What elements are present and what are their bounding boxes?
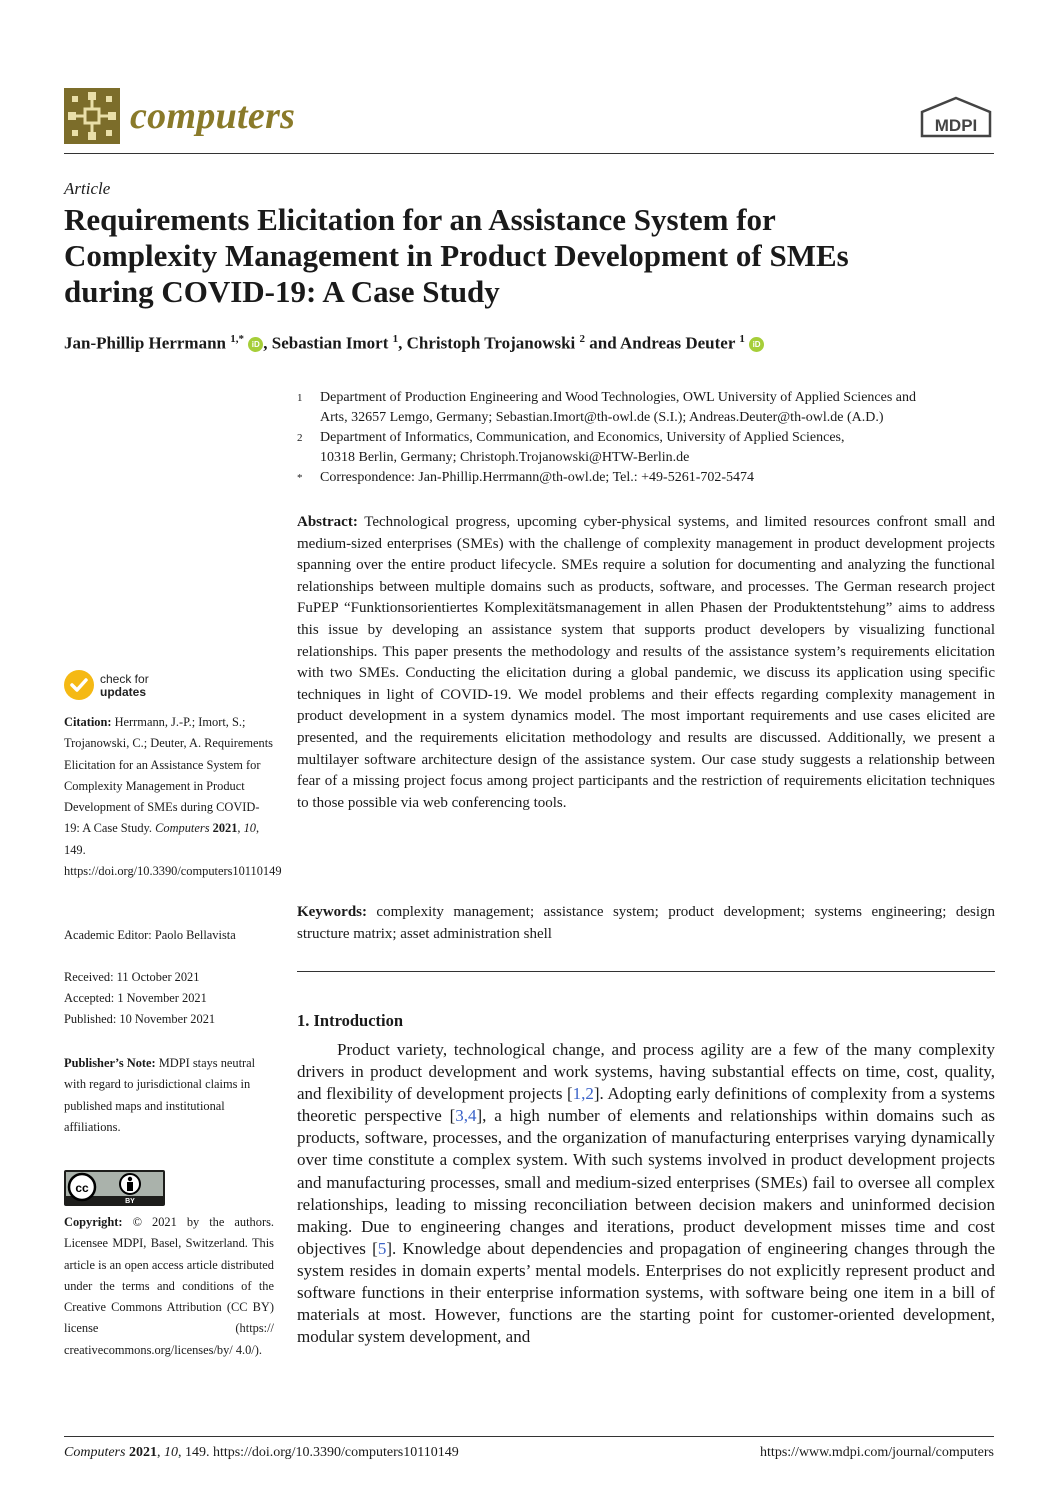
keywords <box>297 902 995 945</box>
affiliation-mark: 2 <box>297 432 303 444</box>
publishers-note-label: Publisher’s Note: <box>64 1056 156 1070</box>
author-list <box>64 333 764 354</box>
correspondence-line: Correspondence: Jan-Phillip.Herrmann@th-owl.de; Tel.: +49-5261-702-5474 <box>320 470 755 485</box>
cc-badge-by-text: BY <box>125 1198 135 1205</box>
citation-block: Citation: Herrmann, J.-P.; Imort, S.; Trojanowski, C.; Deuter, A. Requirements Elicitation for an Assistance System for Complexity Management in Product Development of SMEs during COVID-19: A Case Study. Computers 2021, 10, 149. https://doi.org/10.3390/computers10110149 <box>64 715 282 879</box>
check-updates-label: check for <box>100 672 149 686</box>
title-line: Requirements Elicitation for an Assistance System for <box>64 202 776 237</box>
publishers-note <box>64 1053 274 1138</box>
publishers-note-text: MDPI stays neutral with regard to jurisdictional claims in published maps and institutional affiliations. <box>64 1056 256 1134</box>
citation-volume: 10 <box>243 821 256 836</box>
orcid-icon[interactable]: iD <box>248 337 263 352</box>
author-name[interactable]: Sebastian Imort <box>271 333 389 353</box>
orcid-icon[interactable]: iD <box>749 337 764 352</box>
affiliation-text <box>320 388 995 428</box>
footer-doi-link[interactable]: , 149. https://doi.org/10.3390/computers10110149 <box>177 1445 459 1460</box>
title-line: Complexity Management in Product Development of SMEs <box>64 238 849 273</box>
affiliation-line: Department of Informatics, Communication, and Economics, University of Applied Sciences, <box>320 430 845 445</box>
keywords-text: complexity management; assistance system; product development; systems engineering; design structure matrix; asset administration shell <box>297 904 995 942</box>
abstract-text: Technological progress, upcoming cyber-physical systems, and limited resources confront small and medium-sized enterprises (SMEs) with the challenge of complexity management in product development projects spanning over the entire product lifecycle. SMEs require a solution for documenting and analyzing the functional relationships between multiple domains such as products, software, and processes. The German research project FuPEP “Funktionsorientiertes Komplexitätsmanagement in allen Phasen der Produktentstehung” aims to address this issue by developing an assistance system that supports product developers by visualizing functional relationships. This paper presents the methodology and results of the assistance system’s requirements elicitation with two SMEs. Conducting the elicitation during a global pandemic, we discuss its application using specific techniques in light of COVID-19. We model problems and their effects regarding complexity management in product development in a system dynamics model. The most important requirements and use cases elicited are presented, and the requirements elicitation methodology and results are discussed. Additionally, we present a multilayer software architecture design of the assistance system. Our case study suggests a relationship between fear of a missing project focus among project participants and the restriction of requirements elicitation techniques to those possible via web conferencing tools. <box>297 514 996 811</box>
cc-badge-text: cc <box>75 1181 89 1195</box>
body-text: Product variety, technological change, and process agility are a few of the many complexity drivers in product development and work systems, having substantial effects on time, cost, quality, and flexibility of development projects [ <box>297 1040 995 1104</box>
affiliation-line: 10318 Berlin, Germany; Christoph.Trojanowski@HTW-Berlin.de <box>320 450 690 465</box>
copyright-text: © 2021 by the authors. Licensee MDPI, Basel, Switzerland. This article is an open access article distributed under the terms and conditions of the Creative Commons Attribution (CC BY) license (https:// creativecommons.org/licenses/by/ 4.0/). <box>64 1215 274 1357</box>
academic-editor: Academic Editor: Paolo Bellavista <box>64 928 236 942</box>
article-title <box>64 202 994 310</box>
citation-link[interactable]: 5 <box>377 1238 387 1258</box>
introduction-paragraph <box>297 1039 995 1348</box>
copyright-label: Copyright: <box>64 1215 123 1229</box>
footer-journal-url[interactable]: https://www.mdpi.com/journal/computers <box>760 1445 994 1460</box>
abstract <box>297 512 995 814</box>
section-heading: 1. Introduction <box>297 1011 404 1030</box>
footer-year: 2021 <box>128 1445 157 1460</box>
keywords-label: Keywords: <box>297 904 367 920</box>
affiliation-text <box>320 468 995 488</box>
author-affiliation-mark: 2 <box>579 333 586 345</box>
article-type: Article <box>64 179 111 198</box>
check-updates-icon <box>64 670 94 700</box>
citation-text: Herrmann, J.-P.; Imort, S.; Trojanowski, C.; Deuter, A. Requirements Elicitation for an Assistance System for Complexity Management in Product Development of SMEs during COVID-19: A Case Study. <box>64 715 273 836</box>
cc-by-license-badge[interactable] <box>64 1170 165 1206</box>
author-name[interactable]: Jan-Phillip Herrmann <box>64 333 226 353</box>
citation-link[interactable]: 3,4 <box>455 1106 477 1126</box>
title-line: during COVID-19: A Case Study <box>64 274 500 309</box>
published-date: Published: 10 November 2021 <box>64 1012 216 1026</box>
header-divider <box>64 153 994 154</box>
abstract-divider <box>297 971 995 972</box>
citation-doi[interactable]: , 149. https://doi.org/10.3390/computers10110149 <box>64 821 282 879</box>
author-affiliation-mark: 1 <box>392 333 399 345</box>
footer-journal: Computers <box>64 1445 126 1460</box>
body-text: ]. Knowledge about dependencies and propagation of engineering changes through the system resides in domain experts’ mental models. Enterprises do not explicitly represent product and software functions in their enterprise information systems, with software being one item in a bill of materials at most. However, functions are the starting point for customer-oriented development, modular system development, and <box>297 1238 995 1347</box>
author-name[interactable]: Andreas Deuter <box>620 333 736 353</box>
affiliation-line: Department of Production Engineering and Wood Technologies, OWL University of Applied Sciences and <box>320 390 916 405</box>
body-text: ]. Adopting early definitions of complexity from a systems theoretic perspective [ <box>297 1084 995 1126</box>
author-name[interactable]: Christoph Trojanowski <box>406 333 576 353</box>
author-separator: , <box>398 333 407 353</box>
affiliation-mark: * <box>297 472 303 484</box>
mdpi-logo-text: MDPI <box>934 116 978 135</box>
citation-link[interactable]: 1,2 <box>572 1084 594 1104</box>
body-text: ], a high number of elements and relationships within domains such as products, software, processes, and the organization of manufacturing enterprises varying dynamically over time constitute a complex system. With such systems involved in product development projects and manufacturing processes, small and medium-sized enterprises (SMEs) fail to oversee all complex relationships, leading to missing reconciliation between decision makers and uninformed decision making. Due to engineering changes and iterations, product development misses time and cost objectives [ <box>297 1106 995 1258</box>
affiliation-mark: 1 <box>297 392 303 404</box>
author-affiliation-mark: 1 <box>739 333 745 345</box>
author-separator: and <box>585 333 621 353</box>
citation-journal: Computers <box>155 821 210 836</box>
footer-divider <box>64 1436 994 1437</box>
affiliation-text <box>320 428 995 468</box>
citation-label: Citation: <box>64 715 112 729</box>
mdpi-logo-icon[interactable] <box>918 96 994 140</box>
check-for-updates-button[interactable] <box>64 670 184 708</box>
copyright-notice <box>64 1212 274 1361</box>
footer-citation: Computers 2021, 10, 149. https://doi.org/10.3390/computers10110149 <box>64 1445 459 1460</box>
journal-name: computers <box>130 95 296 137</box>
accepted-date: Accepted: 1 November 2021 <box>64 991 207 1005</box>
citation-year: 2021 <box>212 821 238 836</box>
received-date: Received: 11 October 2021 <box>64 970 200 984</box>
author-affiliation-mark: 1,* <box>230 333 244 345</box>
abstract-label: Abstract: <box>297 514 358 530</box>
author-separator: , <box>263 333 272 353</box>
footer-volume: 10 <box>163 1445 178 1460</box>
check-updates-label: updates <box>100 685 147 699</box>
affiliation-line: Arts, 32657 Lemgo, Germany; Sebastian.Imort@th-owl.de (S.I.); Andreas.Deuter@th-owl.de (A.D.) <box>320 410 884 425</box>
journal-logo-icon <box>64 88 120 144</box>
affiliations <box>0 388 1058 488</box>
